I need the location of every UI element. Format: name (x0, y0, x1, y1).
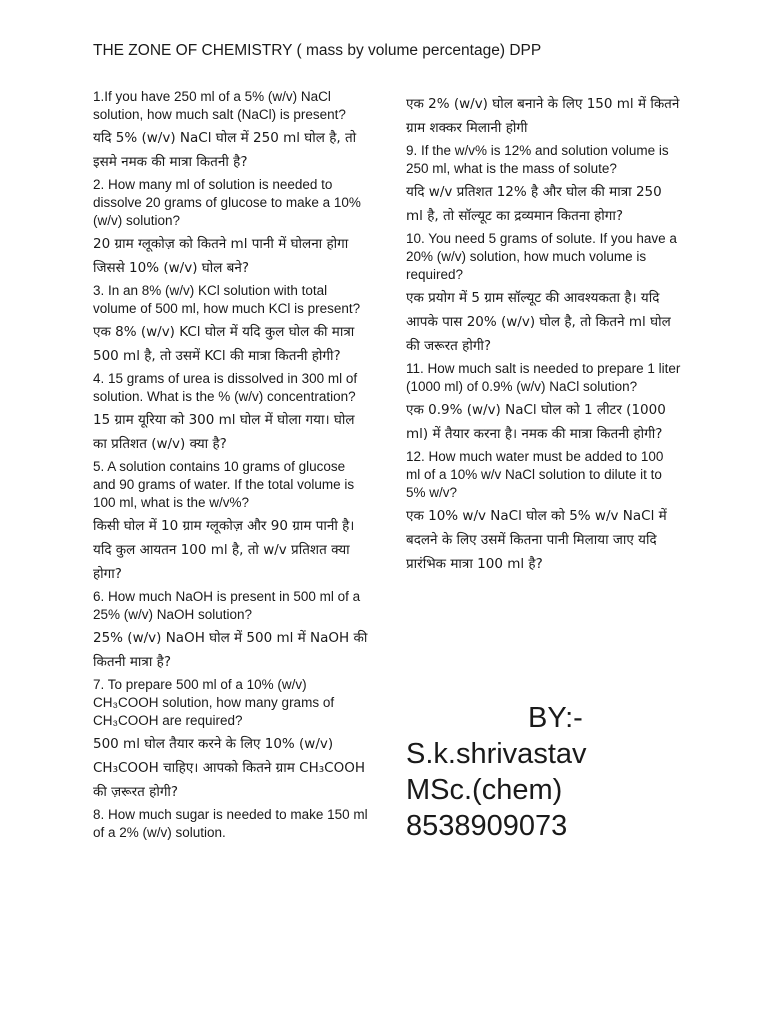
question-hindi: यदि 5% (w/v) NaCl घोल में 250 ml घोल है, तो इसमे नमक की मात्रा कितनी है? (93, 130, 357, 170)
question-english: 3. In an 8% (w/v) KCl solution with total volume of 500 ml, how much KCl is present? (93, 283, 361, 316)
question-hindi: एक 8% (w/v) KCl घोल में यदि कुल घोल की मात्रा 500 ml है, तो उसमें KCl की मात्रा कितनी होगी? (93, 324, 355, 364)
question-hindi: एक 0.9% (w/v) NaCl घोल को 1 लीटर (1000 ml) में तैयार करना है। नमक की मात्रा कितनी होगी? (406, 402, 666, 442)
question-item (93, 458, 368, 586)
page-title: THE ZONE OF CHEMISTRY ( mass by volume percentage) DPP (93, 42, 542, 59)
question-item (93, 88, 368, 174)
question-english: 12. How much water must be added to 100 ml of a 10% w/v NaCl solution to dilute it to 5% w/v? (406, 449, 664, 500)
question-item (93, 176, 368, 280)
question-item (93, 370, 368, 456)
question-hindi: 500 ml घोल तैयार करने के लिए 10% (w/v) CH₃COOH चाहिए। आपको कितने ग्राम CH₃COOH की ज़रूरत होगी? (93, 736, 365, 800)
question-item (93, 588, 368, 674)
question-hindi: किसी घोल में 10 ग्राम ग्लूकोज़ और 90 ग्राम पानी है। यदि कुल आयतन 100 ml है, तो w/v प्रतिशत क्या होगा? (93, 518, 355, 582)
question-hindi: 25% (w/v) NaOH घोल में 500 ml में NaOH की कितनी मात्रा है? (93, 630, 368, 670)
author-degree: MSc.(chem) (406, 774, 563, 806)
question-english: 10. You need 5 grams of solute. If you have a 20% (w/v) solution, how much volume is required? (406, 231, 677, 282)
question-english: 6. How much NaOH is present in 500 ml of a 25% (w/v) NaOH solution? (93, 589, 361, 622)
question-english: 1.If you have 250 ml of a 5% (w/v) NaCl solution, how much salt (NaCl) is present? (93, 89, 346, 122)
question-english: 2. How many ml of solution is needed to dissolve 20 grams of glucose to make a 10% (w/v) solution? (93, 177, 361, 228)
question-hindi: 15 ग्राम यूरिया को 300 ml घोल में घोला गया। घोल का प्रतिशत (w/v) क्या है? (93, 412, 355, 452)
question-hindi: यदि w/v प्रतिशत 12% है और घोल की मात्रा 250 ml है, तो सॉल्यूट का द्रव्यमान कितना होगा? (406, 184, 662, 224)
question-english: 7. To prepare 500 ml of a 10% (w/v) CH₃COOH solution, how many grams of CH₃COOH are required? (93, 677, 335, 728)
author-by-label: BY:- (528, 702, 583, 734)
question-hindi: एक प्रयोग में 5 ग्राम सॉल्यूट की आवश्यकता है। यदि आपके पास 20% (w/v) घोल है, तो कितने ml घोल की जरूरत होगी? (406, 290, 671, 354)
left-question-column (93, 88, 368, 844)
question-item (406, 360, 681, 446)
author-name: S.k.shrivastav (406, 738, 587, 770)
author-block (406, 700, 706, 844)
question-english: 8. How much sugar is needed to make 150 ml of a 2% (w/v) solution. (93, 807, 368, 840)
question-hindi: एक 10% w/v NaCl घोल को 5% w/v NaCl में बदलने के लिए उसमें कितना पानी मिलाया जाए यदि प्रारंभिक मात्रा 100 ml है? (406, 508, 667, 572)
question-english: 9. If the w/v% is 12% and solution volume is 250 ml, what is the mass of solute? (406, 143, 669, 176)
author-phone: 8538909073 (406, 810, 568, 842)
question-english: 4. 15 grams of urea is dissolved in 300 ml of solution. What is the % (w/v) concentration? (93, 371, 358, 404)
question-item (406, 230, 681, 358)
question-item (406, 448, 681, 576)
question-item (406, 92, 681, 140)
question-item (93, 282, 368, 368)
question-item (406, 142, 681, 228)
question-item (93, 676, 368, 804)
question-hindi: 20 ग्राम ग्लूकोज़ को कितने ml पानी में घोलना होगा जिससे 10% (w/v) घोल बने? (93, 236, 349, 276)
question-english: 5. A solution contains 10 grams of glucose and 90 grams of water. If the total volume is 100 ml, what is the w/v%? (93, 459, 355, 510)
question-english: 11. How much salt is needed to prepare 1 liter (1000 ml) of 0.9% (w/v) NaCl solution? (406, 361, 681, 394)
question-hindi: एक 2% (w/v) घोल बनाने के लिए 150 ml में कितने ग्राम शक्कर मिलानी होगी (406, 96, 680, 136)
question-item (93, 806, 368, 842)
right-question-column (406, 92, 681, 578)
